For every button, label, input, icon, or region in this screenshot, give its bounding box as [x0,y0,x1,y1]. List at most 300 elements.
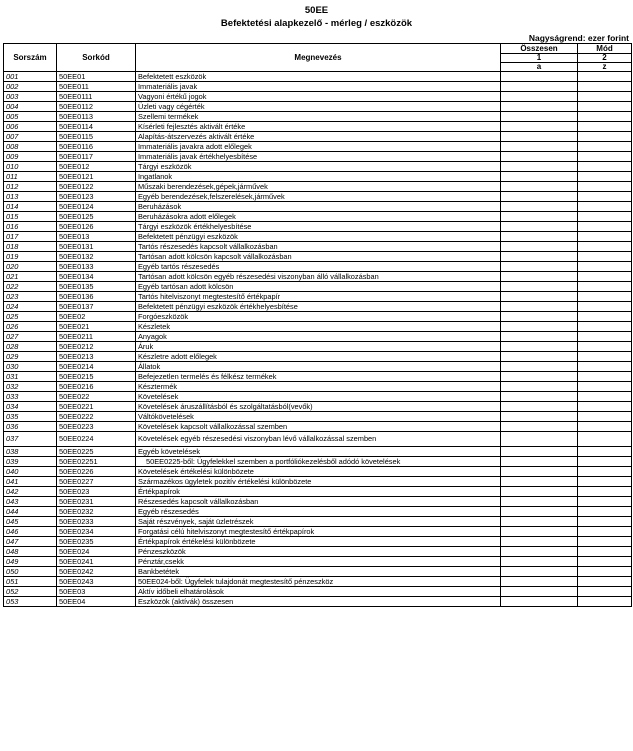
row-osszesen-input[interactable] [501,577,578,587]
row-sorszam: 001 [4,72,57,82]
table-row [4,292,632,302]
row-sorszam: 002 [4,82,57,92]
row-megnevezes: Immateriális javak értékhelyesbítése [136,152,501,162]
row-mod-input[interactable] [578,432,632,447]
row-sorkod: 50EE0234 [57,527,136,537]
row-sorszam: 048 [4,547,57,557]
row-megnevezes: Váltókövetelések [136,412,501,422]
row-osszesen-input[interactable] [501,382,578,392]
row-sorkod: 50EE0214 [57,362,136,372]
row-mod-input[interactable] [578,132,632,142]
row-mod-input[interactable] [578,102,632,112]
table-row [4,487,632,497]
row-sorszam: 019 [4,252,57,262]
table-row [4,382,632,392]
row-osszesen-input[interactable] [501,112,578,122]
table-row [4,392,632,402]
row-sorszam: 034 [4,402,57,412]
row-mod-input[interactable] [578,457,632,467]
row-sorszam: 024 [4,302,57,312]
row-megnevezes: Követelések egyéb részesedési viszonyban lévő vállalkozással szemben [136,432,501,447]
table-row [4,192,632,202]
row-sorszam: 005 [4,112,57,122]
row-mod-input[interactable] [578,527,632,537]
row-megnevezes: Tartós részesedés kapcsolt vállalkozásban [136,242,501,252]
row-megnevezes: Követelések kapcsolt vállalkozással szemben [136,422,501,432]
row-megnevezes: Szellemi termékek [136,112,501,122]
row-osszesen-input[interactable] [501,392,578,402]
row-megnevezes: Befejezetlen termelés és félkész termékek [136,372,501,382]
row-osszesen-input[interactable] [501,282,578,292]
row-mod-input[interactable] [578,142,632,152]
row-osszesen-input[interactable] [501,172,578,182]
row-mod-input[interactable] [578,372,632,382]
row-osszesen-input[interactable] [501,72,578,82]
row-osszesen-input[interactable] [501,292,578,302]
row-sorkod: 50EE0211 [57,332,136,342]
table-row [4,597,632,607]
row-sorszam: 016 [4,222,57,232]
row-sorszam: 049 [4,557,57,567]
row-sorszam: 003 [4,92,57,102]
row-sorkod: 50EE011 [57,82,136,92]
row-sorszam: 038 [4,447,57,457]
table-row [4,262,632,272]
row-osszesen-input[interactable] [501,567,578,577]
row-mod-input[interactable] [578,547,632,557]
row-osszesen-input[interactable] [501,312,578,322]
row-mod-input[interactable] [578,362,632,372]
row-sorkod: 50EE021 [57,322,136,332]
row-sorkod: 50EE022 [57,392,136,402]
row-sorkod: 50EE0136 [57,292,136,302]
row-sorszam: 022 [4,282,57,292]
row-osszesen-input[interactable] [501,182,578,192]
row-sorkod: 50EE0243 [57,577,136,587]
col-header-mod: Mód [578,44,632,54]
row-osszesen-input[interactable] [501,457,578,467]
row-megnevezes: Befektetett eszközök [136,72,501,82]
row-osszesen-input[interactable] [501,152,578,162]
row-sorkod: 50EE03 [57,587,136,597]
row-sorkod: 50EE0115 [57,132,136,142]
row-megnevezes: Eszközök (aktívák) összesen [136,597,501,607]
row-mod-input[interactable] [578,312,632,322]
row-mod-input[interactable] [578,242,632,252]
row-mod-input[interactable] [578,232,632,242]
row-sorszam: 044 [4,507,57,517]
row-mod-input[interactable] [578,382,632,392]
row-osszesen-input[interactable] [501,432,578,447]
row-sorszam: 035 [4,412,57,422]
row-osszesen-input[interactable] [501,102,578,112]
row-megnevezes: Tartós hitelviszonyt megtestesítő értékpapír [136,292,501,302]
row-sorkod: 50EE0122 [57,182,136,192]
table-row [4,302,632,312]
row-sorszam: 036 [4,422,57,432]
table-row [4,122,632,132]
unit-label: Nagyságrend: ezer forint [528,33,629,43]
table-row [4,362,632,372]
table-row [4,342,632,352]
row-mod-input[interactable] [578,192,632,202]
row-sorkod: 50EE0233 [57,517,136,527]
table-row [4,332,632,342]
row-mod-input[interactable] [578,222,632,232]
row-megnevezes: Tárgyi eszközök [136,162,501,172]
row-osszesen-input[interactable] [501,352,578,362]
row-osszesen-input[interactable] [501,322,578,332]
row-megnevezes: Beruházások [136,202,501,212]
row-sorkod: 50EE0111 [57,92,136,102]
row-sorkod: 50EE0123 [57,192,136,202]
row-sorszam: 017 [4,232,57,242]
row-sorkod: 50EE0137 [57,302,136,312]
table-row [4,557,632,567]
row-sorszam: 047 [4,537,57,547]
row-sorkod: 50EE0126 [57,222,136,232]
table-row [4,282,632,292]
table-row [4,587,632,597]
row-megnevezes: Kísérleti fejlesztés aktivált értéke [136,122,501,132]
table-row [4,112,632,122]
row-sorszam: 045 [4,517,57,527]
row-osszesen-input[interactable] [501,222,578,232]
row-megnevezes: Forgóeszközök [136,312,501,322]
row-osszesen-input[interactable] [501,252,578,262]
row-sorkod: 50EE0226 [57,467,136,477]
row-sorszam: 039 [4,457,57,467]
row-sorkod: 50EE0235 [57,537,136,547]
row-mod-input[interactable] [578,72,632,82]
row-osszesen-input[interactable] [501,202,578,212]
row-sorszam: 046 [4,527,57,537]
table-row [4,172,632,182]
row-sorkod: 50EE0124 [57,202,136,212]
row-mod-input[interactable] [578,507,632,517]
row-megnevezes: Egyéb tartósan adott kölcsön [136,282,501,292]
row-sorkod: 50EE0135 [57,282,136,292]
row-sorkod: 50EE0121 [57,172,136,182]
row-sorkod: 50EE0113 [57,112,136,122]
row-mod-input[interactable] [578,282,632,292]
row-osszesen-input[interactable] [501,587,578,597]
row-sorszam: 031 [4,372,57,382]
row-megnevezes: Üzleti vagy cégérték [136,102,501,112]
row-sorkod: 50EE0241 [57,557,136,567]
row-mod-input[interactable] [578,352,632,362]
table-row [4,322,632,332]
row-mod-input[interactable] [578,597,632,607]
row-mod-input[interactable] [578,487,632,497]
table-row [4,507,632,517]
row-sorszam: 008 [4,142,57,152]
row-mod-input[interactable] [578,302,632,312]
row-osszesen-input[interactable] [501,527,578,537]
row-mod-input[interactable] [578,412,632,422]
row-megnevezes: Immateriális javakra adott előlegek [136,142,501,152]
row-mod-input[interactable] [578,342,632,352]
row-sorszam: 029 [4,352,57,362]
table-row [4,422,632,432]
row-megnevezes: Egyéb követelések [136,447,501,457]
row-megnevezes: Tartósan adott kölcsön egyéb részesedési viszonyban álló vállalkozásban [136,272,501,282]
row-sorszam: 021 [4,272,57,282]
col-header-sorszam: Sorszám [4,44,57,72]
row-osszesen-input[interactable] [501,272,578,282]
row-sorkod: 50EE0215 [57,372,136,382]
row-sorszam: 037 [4,432,57,447]
table-row [4,352,632,362]
row-osszesen-input[interactable] [501,412,578,422]
row-megnevezes: Követelések áruszállításból és szolgáltatásból(vevők) [136,402,501,412]
col-header-megnevezes: Megnevezés [136,44,501,72]
row-megnevezes: Műszaki berendezések,gépek,járművek [136,182,501,192]
row-mod-input[interactable] [578,402,632,412]
row-osszesen-input[interactable] [501,82,578,92]
row-osszesen-input[interactable] [501,122,578,132]
row-mod-input[interactable] [578,292,632,302]
row-osszesen-input[interactable] [501,477,578,487]
row-mod-input[interactable] [578,162,632,172]
row-sorszam: 041 [4,477,57,487]
row-sorkod: 50EE0114 [57,122,136,132]
row-sorszam: 030 [4,362,57,372]
row-mod-input[interactable] [578,252,632,262]
row-megnevezes: 50EE024-ből: Ügyfelek tulajdonát megtestesítő pénzeszköz [136,577,501,587]
row-megnevezes: Anyagok [136,332,501,342]
row-sorkod: 50EE013 [57,232,136,242]
row-osszesen-input[interactable] [501,192,578,202]
row-mod-input[interactable] [578,517,632,527]
row-sorszam: 033 [4,392,57,402]
row-sorkod: 50EE0242 [57,567,136,577]
row-sorkod: 50EE0133 [57,262,136,272]
row-megnevezes: Pénzeszközök [136,547,501,557]
row-sorszam: 014 [4,202,57,212]
row-mod-input[interactable] [578,92,632,102]
row-sorszam: 020 [4,262,57,272]
row-megnevezes: Tartósan adott kölcsön kapcsolt vállalkozásban [136,252,501,262]
row-megnevezes: Tárgyi eszközök értékhelyesbítése [136,222,501,232]
table-row [4,467,632,477]
row-osszesen-input[interactable] [501,92,578,102]
row-sorszam: 009 [4,152,57,162]
row-mod-input[interactable] [578,497,632,507]
table-row [4,312,632,322]
row-megnevezes: Egyéb részesedés [136,507,501,517]
row-mod-input[interactable] [578,212,632,222]
row-osszesen-input[interactable] [501,537,578,547]
table-row [4,152,632,162]
row-mod-input[interactable] [578,172,632,182]
row-sorszam: 026 [4,322,57,332]
table-row [4,132,632,142]
table-row [4,82,632,92]
row-sorszam: 010 [4,162,57,172]
row-mod-input[interactable] [578,422,632,432]
row-osszesen-input[interactable] [501,262,578,272]
row-megnevezes: Befektetett pénzügyi eszközök [136,232,501,242]
row-sorkod: 50EE0232 [57,507,136,517]
row-mod-input[interactable] [578,577,632,587]
row-sorszam: 050 [4,567,57,577]
row-sorkod: 50EE0231 [57,497,136,507]
row-osszesen-input[interactable] [501,142,578,152]
row-megnevezes: Befektetett pénzügyi eszközök értékhelyesbítése [136,302,501,312]
table-row [4,162,632,172]
row-mod-input[interactable] [578,467,632,477]
row-megnevezes: Saját részvények, saját üzletrészek [136,517,501,527]
row-sorkod: 50EE0227 [57,477,136,487]
row-mod-input[interactable] [578,202,632,212]
row-sorszam: 051 [4,577,57,587]
row-osszesen-input[interactable] [501,517,578,527]
row-megnevezes: Aktív időbeli elhatárolások [136,587,501,597]
row-osszesen-input[interactable] [501,447,578,457]
col-header-sorkod: Sorkód [57,44,136,72]
row-osszesen-input[interactable] [501,467,578,477]
table-row [4,447,632,457]
row-mod-input[interactable] [578,82,632,92]
row-sorszam: 028 [4,342,57,352]
row-sorkod: 50EE02251 [57,457,136,467]
row-osszesen-input[interactable] [501,372,578,382]
row-sorkod: 50EE0213 [57,352,136,362]
row-sorkod: 50EE0216 [57,382,136,392]
row-osszesen-input[interactable] [501,597,578,607]
row-osszesen-input[interactable] [501,422,578,432]
balance-sheet-table [3,43,632,607]
row-mod-input[interactable] [578,262,632,272]
row-sorkod: 50EE0132 [57,252,136,262]
row-osszesen-input[interactable] [501,332,578,342]
row-sorszam: 043 [4,497,57,507]
row-sorkod: 50EE023 [57,487,136,497]
col-number-mod: 2 [578,54,632,63]
table-row [4,202,632,212]
row-osszesen-input[interactable] [501,557,578,567]
row-megnevezes: Egyéb tartós részesedés [136,262,501,272]
row-sorszam: 023 [4,292,57,302]
row-sorszam: 027 [4,332,57,342]
table-row [4,547,632,557]
col-letter-osszesen: a [501,63,578,72]
row-osszesen-input[interactable] [501,507,578,517]
row-mod-input[interactable] [578,112,632,122]
row-megnevezes: Állatok [136,362,501,372]
row-osszesen-input[interactable] [501,497,578,507]
row-sorkod: 50EE0131 [57,242,136,252]
row-megnevezes: Alapítás-átszervezés aktivált értéke [136,132,501,142]
table-row [4,212,632,222]
row-sorszam: 042 [4,487,57,497]
row-megnevezes: Forgatási célú hitelviszonyt megtestesítő értékpapírok [136,527,501,537]
row-sorszam: 025 [4,312,57,322]
row-osszesen-input[interactable] [501,547,578,557]
row-megnevezes: Bankbetétek [136,567,501,577]
row-mod-input[interactable] [578,322,632,332]
row-megnevezes: Értékpapírok [136,487,501,497]
row-megnevezes: Beruházásokra adott előlegek [136,212,501,222]
row-mod-input[interactable] [578,587,632,597]
row-sorszam: 006 [4,122,57,132]
row-sorkod: 50EE024 [57,547,136,557]
row-mod-input[interactable] [578,567,632,577]
row-megnevezes: Részesedés kapcsolt vállalkozásban [136,497,501,507]
table-row [4,232,632,242]
row-osszesen-input[interactable] [501,242,578,252]
row-sorkod: 50EE0223 [57,422,136,432]
row-osszesen-input[interactable] [501,487,578,497]
row-megnevezes: Vagyoni értékű jogok [136,92,501,102]
row-mod-input[interactable] [578,332,632,342]
row-osszesen-input[interactable] [501,402,578,412]
row-osszesen-input[interactable] [501,342,578,352]
row-sorszam: 040 [4,467,57,477]
row-sorkod: 50EE0222 [57,412,136,422]
table-row [4,412,632,422]
table-row [4,577,632,587]
row-sorkod: 50EE0134 [57,272,136,282]
row-osszesen-input[interactable] [501,132,578,142]
row-sorszam: 013 [4,192,57,202]
row-megnevezes: Készletre adott előlegek [136,352,501,362]
row-megnevezes: Pénztár,csekk [136,557,501,567]
form-title: Befektetési alapkezelő - mérleg / eszközök [220,18,413,29]
row-sorkod: 50EE0224 [57,432,136,447]
table-row [4,432,632,447]
table-row [4,567,632,577]
row-osszesen-input[interactable] [501,162,578,172]
row-mod-input[interactable] [578,152,632,162]
row-mod-input[interactable] [578,272,632,282]
row-sorkod: 50EE01 [57,72,136,82]
row-osszesen-input[interactable] [501,362,578,372]
row-megnevezes: Immateriális javak [136,82,501,92]
row-sorkod: 50EE0125 [57,212,136,222]
table-row [4,457,632,467]
table-row [4,182,632,192]
row-mod-input[interactable] [578,477,632,487]
row-megnevezes: Követelések [136,392,501,402]
row-mod-input[interactable] [578,537,632,547]
row-mod-input[interactable] [578,557,632,567]
row-megnevezes: Ingatlanok [136,172,501,182]
row-megnevezes: Áruk [136,342,501,352]
row-mod-input[interactable] [578,392,632,402]
row-osszesen-input[interactable] [501,302,578,312]
col-letter-mod: z [578,63,632,72]
row-megnevezes: Követelések értékelési különbözete [136,467,501,477]
table-row [4,102,632,112]
row-osszesen-input[interactable] [501,232,578,242]
table-row [4,372,632,382]
row-sorszam: 032 [4,382,57,392]
table-row [4,252,632,262]
row-sorkod: 50EE04 [57,597,136,607]
row-sorkod: 50EE0221 [57,402,136,412]
row-mod-input[interactable] [578,122,632,132]
row-mod-input[interactable] [578,182,632,192]
row-megnevezes: Készletek [136,322,501,332]
row-osszesen-input[interactable] [501,212,578,222]
table-row [4,527,632,537]
table-row [4,272,632,282]
row-sorszam: 018 [4,242,57,252]
row-mod-input[interactable] [578,447,632,457]
row-sorkod: 50EE0112 [57,102,136,112]
